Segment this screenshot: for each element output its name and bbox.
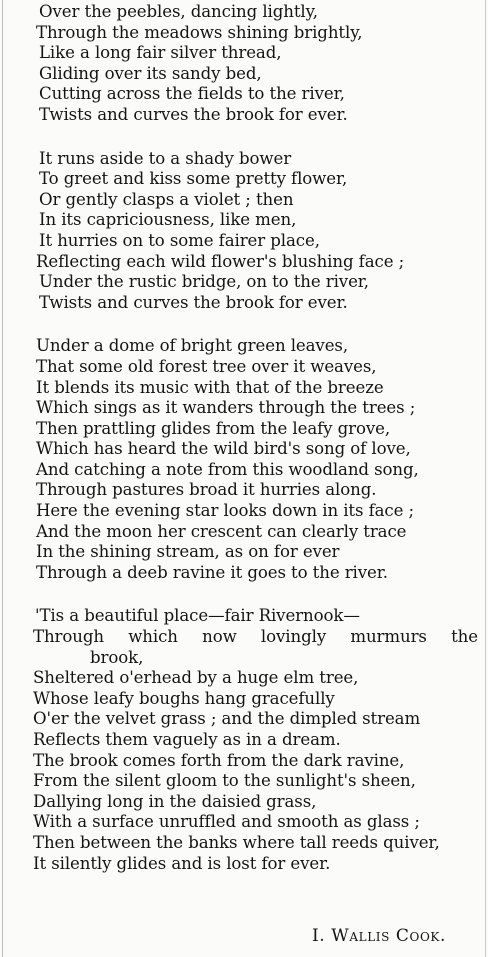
poem-line: Here the evening star looks down in its face ; xyxy=(36,501,415,521)
poem-word: lovingly xyxy=(260,627,327,647)
poem-line: Then between the banks where tall reeds quiver, xyxy=(33,832,440,852)
poem-line: Then prattling glides from the leafy grove, xyxy=(36,418,391,438)
poem-line: Gliding over its sandy bed, xyxy=(39,63,262,83)
poem-word: the xyxy=(451,627,478,647)
poem-line: Twists and curves the brook for ever. xyxy=(39,104,348,124)
poem-line: And the moon her crescent can clearly trace xyxy=(36,521,407,541)
poem-line: Cutting across the fields to the river, xyxy=(39,84,345,104)
poem-line: O'er the velvet grass ; and the dimpled stream xyxy=(33,709,421,729)
poem-line: With a surface unruffled and smooth as glass ; xyxy=(33,812,420,832)
poem-line: Or gently clasps a violet ; then xyxy=(39,189,294,209)
poem-line: Twists and curves the brook for ever. xyxy=(39,292,348,312)
poem-line: Sheltered o'erhead by a huge elm tree, xyxy=(33,668,359,688)
poem-line: It runs aside to a shady bower xyxy=(39,148,292,168)
poem-line: Through the meadows shining brightly, xyxy=(36,22,363,42)
poem-line: Which has heard the wild bird's song of love, xyxy=(36,439,411,459)
poem-line: Over the peebles, dancing lightly, xyxy=(39,2,318,21)
author-signature: I. Wallis Cook. xyxy=(311,926,446,946)
stanza-3 xyxy=(0,336,488,583)
poem-word: Through xyxy=(33,627,104,647)
poem-line: In the shining stream, as on for ever xyxy=(36,542,340,562)
poem-line: It blends its music with that of the breeze xyxy=(36,377,384,397)
stanza-1 xyxy=(0,2,488,126)
poem-word: which xyxy=(128,627,178,647)
poem-line: That some old forest tree over it weaves, xyxy=(36,356,377,376)
poem-line: Dallying long in the daisied grass, xyxy=(33,791,317,811)
poem-line: From the silent gloom to the sunlight's sheen, xyxy=(33,771,416,791)
poem-line: 'Tis a beautiful place—fair Rivernook— xyxy=(35,606,360,626)
poem-line: And catching a note from this woodland song, xyxy=(36,459,419,479)
poem-line: Whose leafy boughs hang gracefully xyxy=(33,688,335,708)
poem-line: Reflecting each wild flower's blushing face ; xyxy=(36,251,405,271)
poem-line-justified xyxy=(0,627,488,648)
poem-line: Under a dome of bright green leaves, xyxy=(36,336,349,356)
poem-line: It silently glides and is lost for ever. xyxy=(33,853,331,873)
poem-line: Which sings as it wanders through the trees ; xyxy=(36,398,416,418)
poem-line: Through a deeb ravine it goes to the river. xyxy=(36,562,388,582)
poem-line-continuation: brook, xyxy=(90,647,144,667)
poem-word: murmurs xyxy=(350,627,427,647)
poem-line: In its capriciousness, like men, xyxy=(39,210,297,230)
poem-line: It hurries on to some fairer place, xyxy=(39,230,320,250)
poem-line: Reflects them vaguely as in a dream. xyxy=(33,730,341,749)
stanza-2 xyxy=(0,149,488,314)
poem-line: Under the rustic bridge, on to the river, xyxy=(39,272,369,292)
stanza-4 xyxy=(0,606,488,874)
poem-word: now xyxy=(202,627,237,647)
poem-line: The brook comes forth from the dark ravine, xyxy=(33,750,405,770)
poem-line: Through pastures broad it hurries along. xyxy=(36,480,377,500)
poem xyxy=(0,2,488,874)
poem-line: To greet and kiss some pretty flower, xyxy=(39,169,348,189)
poem-line: Like a long fair silver thread, xyxy=(39,43,282,63)
